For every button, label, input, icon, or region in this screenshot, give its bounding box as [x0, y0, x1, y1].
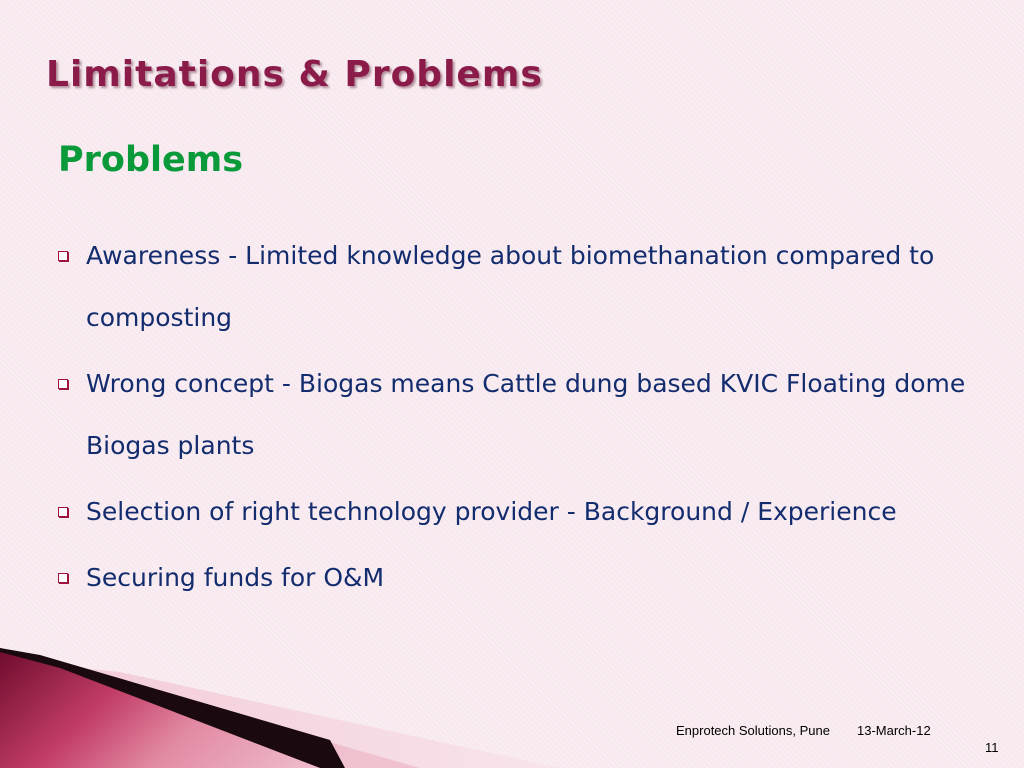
footer-company: Enprotech Solutions, Pune	[676, 723, 830, 738]
square-bullet-icon	[58, 507, 68, 517]
bullet-text: Selection of right technology provider - Background / Experience	[86, 497, 897, 526]
bullet-item	[58, 547, 988, 609]
slide-title: Limitations & Problems	[46, 54, 543, 95]
slide-number: 11	[985, 740, 999, 755]
section-subtitle: Problems	[58, 140, 244, 180]
bullet-text: Securing funds for O&M	[86, 563, 385, 592]
bullet-item	[58, 353, 988, 477]
swoosh-light-band	[0, 660, 560, 768]
bullet-text: Wrong concept - Biogas means Cattle dung based KVIC Floating dome Biogas plants	[86, 369, 966, 460]
bullet-item	[58, 481, 988, 543]
square-bullet-icon	[58, 573, 68, 583]
bullet-list	[58, 225, 988, 613]
swoosh-main-band	[0, 648, 420, 768]
footer-date: 13-March-12	[857, 723, 931, 738]
bullet-item	[58, 225, 988, 349]
square-bullet-icon	[58, 251, 68, 261]
bullet-text: Awareness - Limited knowledge about biomethanation compared to composting	[86, 241, 935, 332]
square-bullet-icon	[58, 379, 68, 389]
swoosh-dark-line	[0, 648, 345, 768]
